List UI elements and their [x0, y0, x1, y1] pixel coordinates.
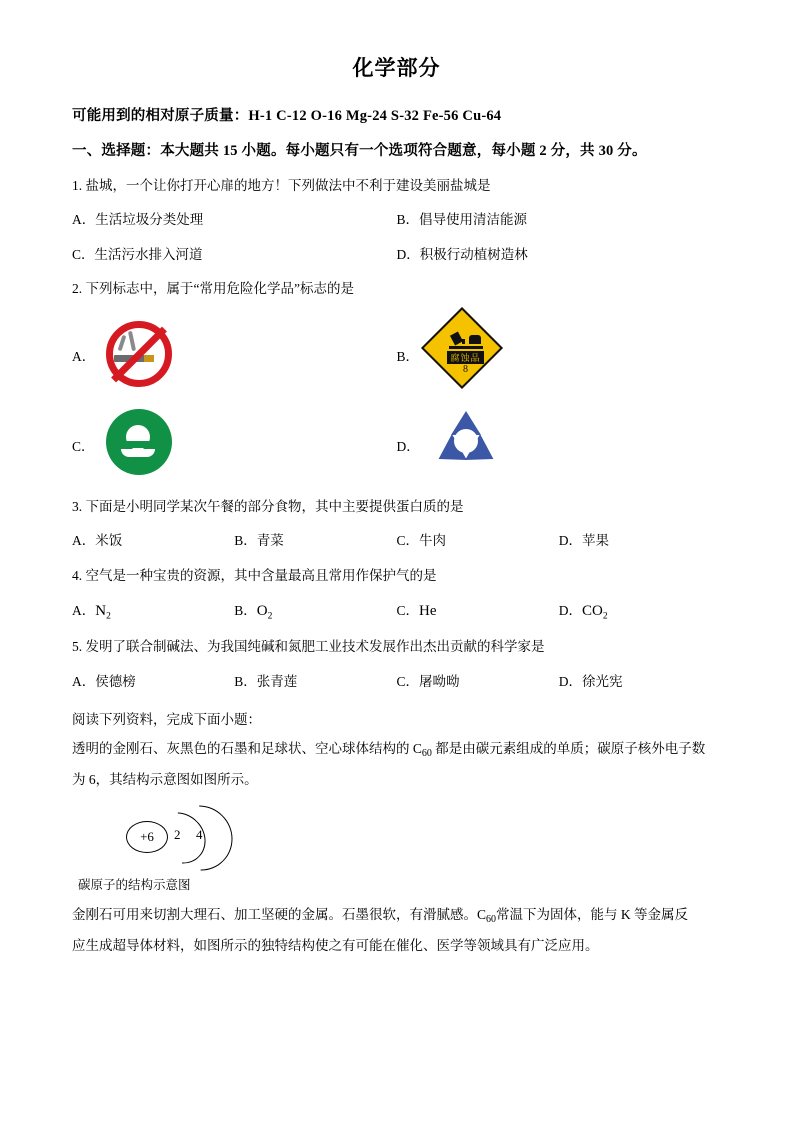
question-5-option-b[interactable]: B．张青莲 — [234, 673, 298, 689]
question-3-options — [72, 531, 721, 551]
question-4-number: 4. — [72, 567, 83, 583]
passage-line-2: 为 6，其结构示意图如图所示。 — [72, 771, 258, 787]
nucleus-charge: +6 — [126, 821, 168, 853]
question-5-number: 5. — [72, 639, 83, 655]
hazard-class-number: 8 — [463, 364, 468, 375]
question-2-option-b[interactable] — [397, 315, 722, 395]
question-2-label-a: A． — [72, 349, 96, 364]
passage-line-4: 应生成超导体材料，如图所示的独特结构使之有可能在催化、医学等领域具有广泛应用。 — [72, 937, 599, 953]
shell-1-electron-count: 2 — [174, 826, 181, 842]
shell-2-electron-count: 4 — [196, 826, 203, 842]
corrosive-hazard-icon — [423, 315, 509, 395]
question-3-stem — [72, 497, 721, 517]
recycling-icon — [423, 405, 509, 485]
question-2-label-b: B． — [396, 349, 420, 364]
question-1-option-a[interactable]: A．生活垃圾分类处理 — [72, 212, 204, 228]
question-4-text: 空气是一种宝贵的资源，其中含量最高且常用作保护气的是 — [85, 567, 437, 583]
question-5-option-a[interactable]: A．侯德榜 — [72, 673, 136, 689]
question-3-text: 下面是小明同学某次午餐的部分食物，其中主要提供蛋白质的是 — [85, 499, 464, 514]
passage-line-3: 金刚石可用来切割大理石、加工坚硬的金属。石墨很软，有滑腻感。$C_{60}$常温下为固体，能与 K 等金属反 — [72, 906, 689, 925]
question-4-option-c[interactable]: C．He — [396, 602, 437, 619]
passage-intro: 阅读下列资料，完成下面小题： — [72, 711, 261, 727]
passage-line-1: 透明的金刚石、灰黑色的石墨和足球状、空心球体结构的 $C_{60}$ 都是由碳元素组成的单质；碳原子核外电子数 — [72, 740, 706, 759]
question-1-option-b[interactable]: B．倡导使用清洁能源 — [396, 212, 528, 228]
page-title: 化学部分 — [352, 56, 441, 80]
question-2-label-d: D． — [396, 439, 420, 454]
question-1-options-row-2 — [72, 245, 721, 265]
question-3-option-d[interactable]: D．苹果 — [558, 533, 609, 549]
reading-passage — [72, 706, 721, 793]
question-2-text: 下列标志中，属于“常用危险化学品”标志的是 — [85, 280, 354, 296]
question-2-number: 2. — [72, 280, 83, 296]
question-5-options — [72, 672, 721, 692]
question-3-number: 3. — [72, 499, 83, 514]
question-4-option-d[interactable]: D．$CO_2$ — [558, 602, 608, 622]
question-3-option-b[interactable]: B．青菜 — [234, 533, 284, 549]
section-heading: 一、选择题：本大题共 15 小题。每小题只有一个选项符合题意，每小题 2 分，共 30 分。 — [72, 143, 647, 159]
question-3-option-a[interactable]: A．米饭 — [72, 533, 123, 549]
question-2-row-ab — [72, 313, 721, 397]
question-5-text: 发明了联合制碱法、为我国纯碱和氮肥工业技术发展作出杰出贡献的科学家是 — [85, 639, 545, 655]
question-1-options-row-1 — [72, 210, 721, 230]
question-1-stem — [72, 176, 721, 196]
question-1-option-d[interactable]: D．积极行动植树造林 — [396, 246, 528, 262]
question-2-option-a[interactable] — [72, 315, 397, 395]
question-2-option-c[interactable] — [72, 405, 397, 485]
question-1-text: 盐城，一个让你打开心扉的地方！下列做法中不利于建设美丽盐城是 — [85, 178, 491, 193]
question-2-label-c: C． — [72, 439, 95, 454]
question-5-option-d[interactable]: D．徐光宪 — [558, 673, 623, 689]
question-1-option-c[interactable]: C．生活污水排入河道 — [72, 246, 203, 262]
figure-caption: 碳原子的结构示意图 — [78, 877, 191, 892]
question-2-stem — [72, 279, 721, 299]
water-conservation-icon — [98, 405, 184, 485]
carbon-atom-structure-diagram — [112, 803, 312, 875]
no-smoking-icon — [98, 315, 184, 395]
question-2-option-d[interactable] — [397, 405, 722, 485]
question-4-stem — [72, 566, 721, 586]
reading-passage-part2 — [72, 901, 721, 959]
question-5-option-c[interactable]: C．屠呦呦 — [396, 673, 460, 689]
question-4-option-b[interactable]: B．$O_2$ — [234, 602, 273, 622]
question-1-number: 1. — [72, 178, 83, 193]
question-2-row-cd — [72, 403, 721, 487]
relative-atomic-mass-line: 可能用到的相对原子质量：H-1 C-12 O-16 Mg-24 S-32 Fe-56 Cu-64 — [72, 108, 502, 124]
question-5-stem — [72, 637, 721, 657]
question-2-figure-group — [72, 313, 721, 487]
question-4-options — [72, 600, 721, 624]
corrosive-label: 腐蚀品 — [447, 351, 483, 364]
question-3-option-c[interactable]: C．牛肉 — [396, 533, 447, 549]
question-4-option-a[interactable]: A．$N_2$ — [72, 602, 111, 622]
